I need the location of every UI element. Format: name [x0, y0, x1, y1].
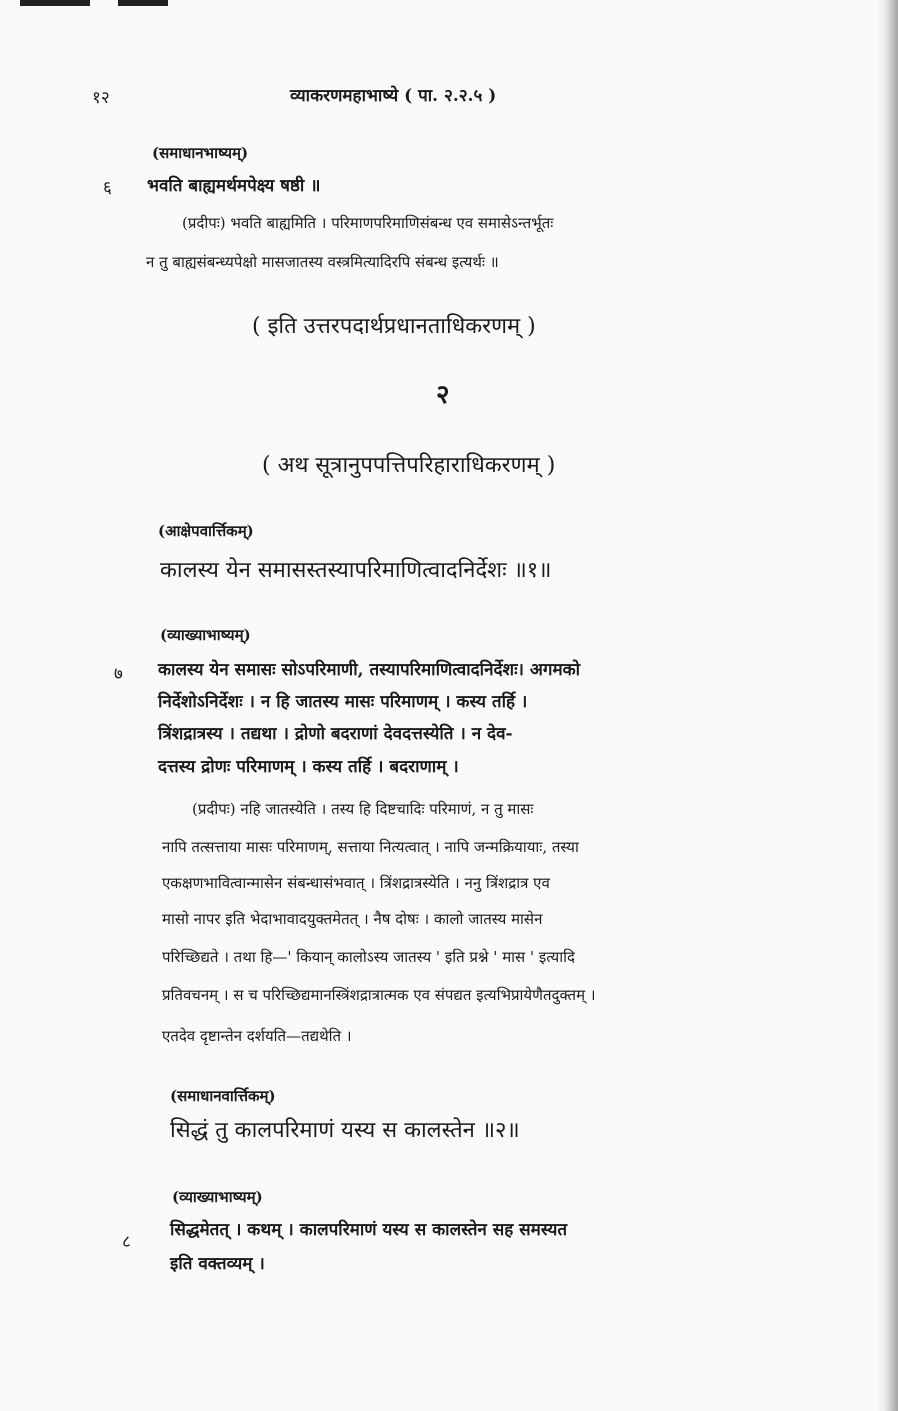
scan-edge-shadow [876, 0, 898, 1411]
vartika1-text: कालस्य येन समासस्तस्यापरिमाणित्वादनिर्देशः ॥१॥ [160, 558, 552, 583]
pradipa2-line-4: मासो नापर इति भेदाभावादयुक्तमेतत् । नैष दोषः । कालो जातस्य मासेन [162, 910, 543, 928]
bhashya2-number: ८ [122, 1232, 131, 1252]
scan-mark-right [118, 0, 168, 6]
bhashya1-line-1: कालस्य येन समासः सोऽपरिमाणी, तस्यापरिमाणित्वादनिर्देशः। अगमको [158, 660, 581, 680]
section1-pradipa-line-2: न तु बाह्यसंबन्ध्यपेक्षो मासजातस्य वस्त्रमित्यादिरपि संबन्ध इत्यर्थः ॥ [146, 253, 499, 271]
pradipa2-line-7: एतदेव दृष्टान्तेन दर्शयति—तद्यथेति । [162, 1027, 352, 1045]
pradipa2-line-1: (प्रदीपः) नहि जातस्येति । तस्य हि दिष्टचादिः परिमाणं, न तु मासः [192, 800, 534, 818]
section-numeral: २ [436, 380, 450, 410]
bhashya1-label: (व्याख्याभाष्यम्) [160, 626, 251, 644]
section1-text: भवति बाह्यमर्थमपेक्ष्य षष्ठी ॥ [147, 176, 321, 196]
bhashya2-label: (व्याख्याभाष्यम्) [172, 1188, 263, 1206]
pradipa2-line-3: एकक्षणभावित्वान्मासेन संबन्धासंभवात् । त्रिंशद्रात्रस्येति । ननु त्रिंशद्रात्र एव [162, 874, 550, 892]
pradipa2-line-5: परिच्छिद्यते । तथा हि—' कियान् कालोऽस्य जातस्य ' इति प्रश्ने ' मास ' इत्यादि [162, 948, 575, 966]
bhashya2-line-1: सिद्धमेतत् । कथम् । कालपरिमाणं यस्य स कालस्तेन सह समस्यत [170, 1220, 568, 1240]
bhashya2-line-2: इति वक्तव्यम् । [170, 1254, 265, 1274]
page-number: १२ [92, 88, 110, 108]
pradipa2-line-2: नापि तत्सत्ताया मासः परिमाणम्, सत्ताया नित्यत्वात् । नापि जन्मक्रियायाः, तस्या [162, 838, 579, 856]
bhashya1-line-3: त्रिंशद्रात्रस्य । तद्यथा । द्रोणो बदराणां देवदत्तस्येति । न देव- [158, 724, 513, 744]
bhashya1-number: ७ [114, 664, 123, 684]
section1-label: (समाधानभाष्यम्) [152, 144, 249, 162]
section1-number: ६ [103, 178, 112, 198]
vartika2-label: (समाधानवार्त्तिकम्) [170, 1087, 276, 1105]
vartika1-label: (आक्षेपवार्त्तिकम्) [158, 522, 254, 540]
vartika2-text: सिद्धं तु कालपरिमाणं यस्य स कालस्तेन ॥२॥ [170, 1118, 520, 1143]
scan-mark-left [20, 0, 90, 6]
pradipa2-line-6: प्रतिवचनम् । स च परिच्छिद्यमानस्त्रिंशद्रात्रात्मक एव संपद्यत इत्यभिप्रायेणैतदुक्तम् । [162, 986, 596, 1004]
adhikarana-heading: ( अथ सूत्रानुपपत्तिपरिहाराधिकरणम् ) [262, 453, 556, 478]
bhashya1-line-2: निर्देशोऽनिर्देशः । न हि जातस्य मासः परिमाणम् । कस्य तर्हि । [158, 692, 528, 712]
section1-pradipa-line-1: (प्रदीपः) भवति बाह्यमिति । परिमाणपरिमाणिसंबन्ध एव समासेऽन्तर्भूतः [182, 214, 554, 232]
bhashya1-line-4: दत्तस्य द्रोणः परिमाणम् । कस्य तर्हि । बदराणाम् । [158, 757, 459, 777]
running-title: व्याकरणमहाभाष्ये ( पा. २.२.५ ) [290, 86, 497, 106]
end-adhikarana-heading: ( इति उत्तरपदार्थप्रधानताधिकरणम् ) [252, 314, 536, 339]
